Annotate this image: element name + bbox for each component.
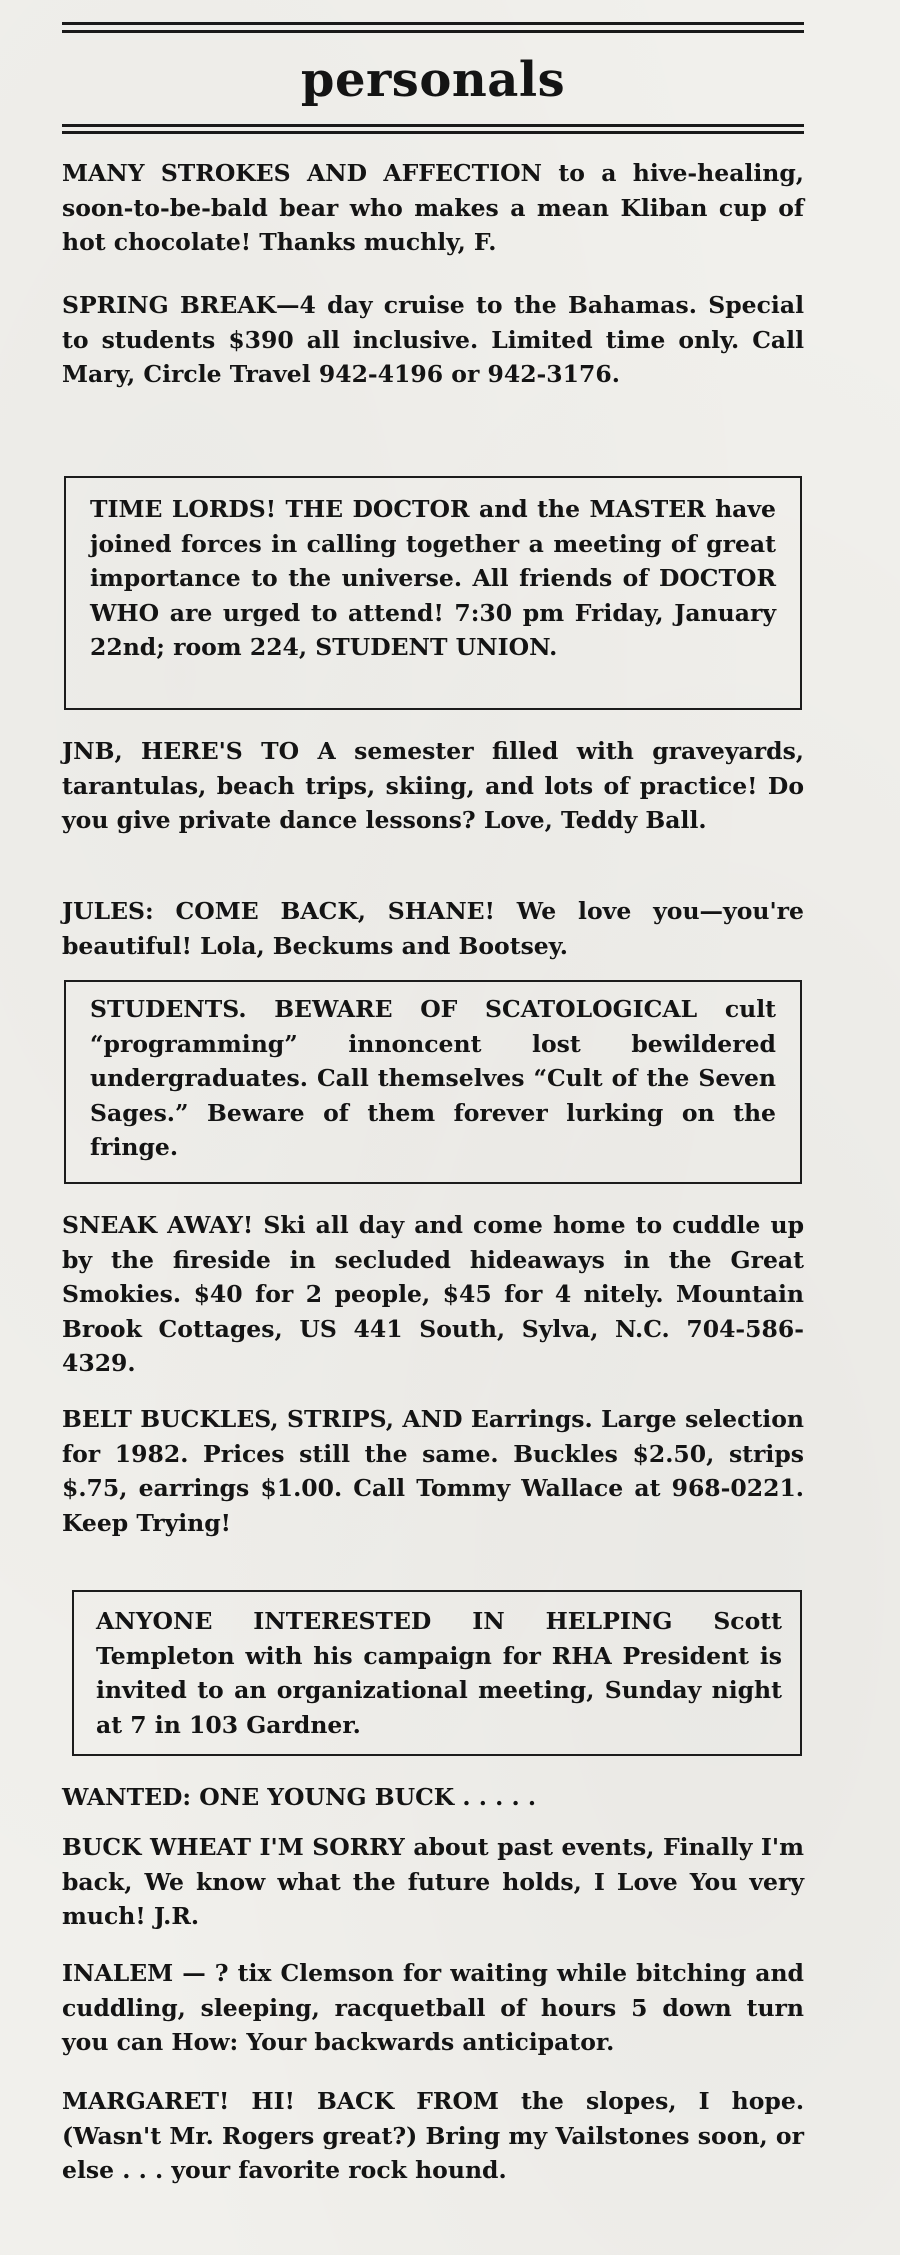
boxed-ad [64,980,802,1184]
header-rule-top [62,22,804,25]
personal-ad [62,156,804,260]
ad-lead: WANTED: ONE YOUNG BUCK [62,1783,455,1811]
ad-lead: TIME LORDS! THE DOCTOR [90,495,470,523]
ad-body: to a hive-healing, soon-to-be-bald bear who makes a mean Kliban cup of hot chocolate! Thanks muchly, F. [62,159,804,256]
header-rule-top-inner [62,30,804,33]
personal-ad [62,734,804,838]
header-rule-bottom [62,124,804,127]
header-rule-bottom-inner [62,131,804,134]
personal-ad [62,1402,804,1540]
ad-lead: SPRING BREAK—4 [62,291,316,319]
personal-ad [62,894,804,963]
ad-lead: JNB, HERE'S TO A [62,737,336,765]
ad-lead: MANY STROKES AND AFFECTION [62,159,543,187]
ad-lead: JULES: COME BACK, SHANE! [62,897,495,925]
personal-ad [62,1956,804,2060]
boxed-ad [72,1590,802,1756]
ad-lead: SNEAK AWAY! [62,1211,254,1239]
personal-ad [96,1604,782,1742]
ad-body: and the MASTER have joined forces in calling together a meeting of great importance to the universe. All friends of DOCTOR WHO are urged to attend! 7:30 pm Friday, January 22nd; room 224, STUDENT UNION. [90,495,776,661]
ad-body: semester filled with graveyards, tarantulas, beach trips, skiing, and lots of practice! Do you give private dance lessons? Love, Teddy Ball. [62,737,804,834]
ad-body: the slopes, I hope. (Wasn't Mr. Rogers great?) Bring my Vailstones soon, or else . . . your favorite rock hound. [62,2087,804,2184]
ad-body: Ski all day and come home to cuddle up by the fireside in secluded hideaways in the Great Smokies. $40 for 2 people, $45 for 4 nitely. Mountain Brook Cottages, US 441 South, Sylva, N.C. 704-586-4329. [62,1211,805,1377]
personal-ad [62,288,804,392]
ad-body: Scott Templeton with his campaign for RHA President is invited to an organizational meeting, Sunday night at 7 in 103 Gardner. [96,1607,782,1739]
personal-ad [62,2084,804,2188]
personal-ad [62,1208,804,1381]
boxed-ad [64,476,802,710]
ad-lead: STUDENTS. BEWARE OF SCATOLOGICAL [90,995,698,1023]
ad-lead: ANYONE INTERESTED IN HELPING [96,1607,673,1635]
personal-ad [90,992,776,1165]
ad-body: Earrings. Large selection for 1982. Prices still the same. Buckles $2.50, strips $.75, earrings $1.00. Call Tommy Wallace at 968-0221. Keep Trying! [62,1405,804,1537]
ad-body: We love you—you're beautiful! Lola, Beckums and Bootsey. [62,897,804,960]
ad-lead: BUCK WHEAT I'M SORRY [62,1833,405,1861]
personal-ad [62,1830,804,1934]
ad-body: day cruise to the Bahamas. Special to students $390 all inclusive. Limited time only. Call Mary, Circle Travel 942-4196 or 942-3176. [62,291,804,388]
section-title: personals [300,52,566,108]
ad-lead: MARGARET! HI! BACK FROM [62,2087,499,2115]
ad-body: tix Clemson for waiting while bitching and cuddling, sleeping, racquetball of hours 5 down turn you can How: Your backwards anticipator. [62,1959,804,2056]
ad-body: about past events, Finally I'm back, We know what the future holds, I Love You very much! J.R. [62,1833,804,1930]
personal-ad [62,1780,804,1815]
personal-ad [90,492,776,665]
ad-body: cult “programming” innoncent lost bewildered undergraduates. Call themselves “Cult of the Seven Sages.” Beware of them forever lurking on the fringe. [90,995,776,1161]
ad-lead: BELT BUCKLES, STRIPS, AND [62,1405,463,1433]
ad-body: . . . . . [454,1783,537,1811]
ad-lead: INALEM — ? [62,1959,229,1987]
